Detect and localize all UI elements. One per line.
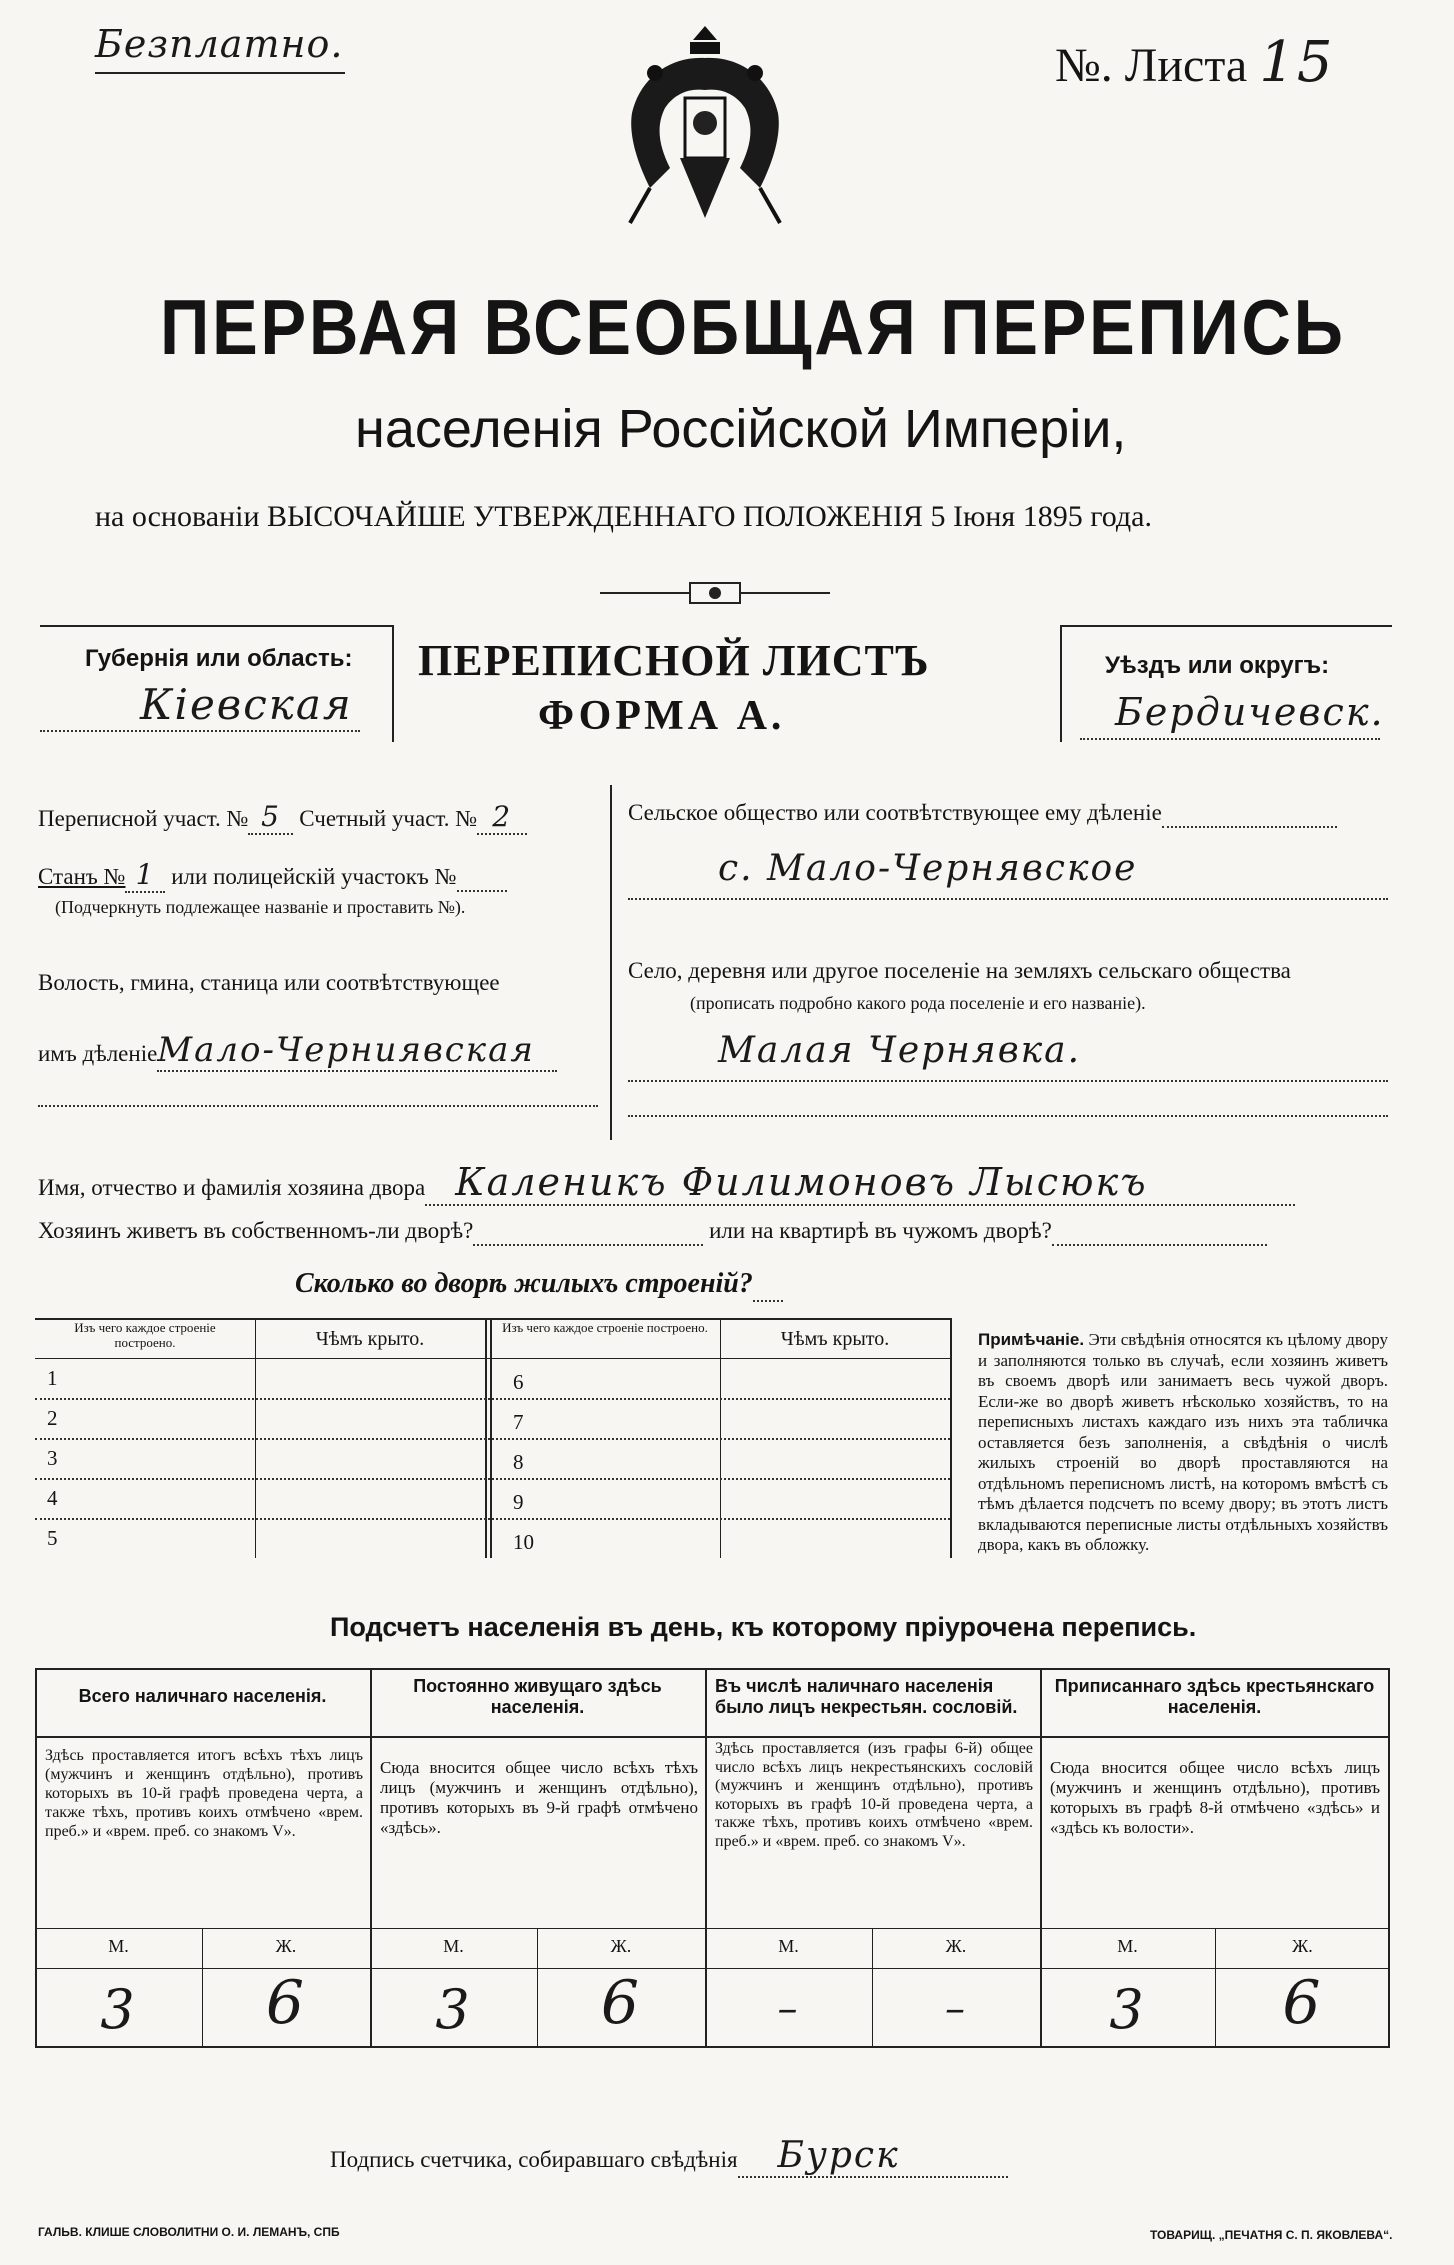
count-col-4-f-label: Ж. — [1292, 1936, 1313, 1956]
count-col-2-f-value: 6 — [600, 1968, 642, 2038]
count-title: Подсчетъ населенія въ день, къ которому пріурочена перепись. — [330, 1612, 1197, 1642]
table-row-7: 7 — [513, 1410, 524, 1434]
own-yard-label: Хозяинъ живетъ въ собственномъ-ли дворѣ? — [38, 1218, 474, 1243]
col-material-right: Изъ чего каждое строеніе построено. — [502, 1320, 708, 1335]
village-note: (прописать подробно какого рода поселеніе и его названіе). — [690, 993, 1146, 1013]
count-col-2-f-label: Ж. — [610, 1936, 632, 1956]
census-section-value: 5 — [248, 800, 293, 835]
count-col-2-desc: Сюда вносится общее число всѣхъ тѣхъ лицъ (мужчинъ и женщинъ отдѣльно), противъ которыхъ въ 9-й графѣ отмѣчено «здѣсь». — [380, 1758, 698, 1837]
count-col-3-f-value: – — [945, 1986, 967, 2032]
buildings-value — [753, 1268, 783, 1302]
count-col-3-m-label: М. — [778, 1936, 799, 1956]
decree-prefix: на основаніи — [95, 500, 260, 533]
table-row-10: 10 — [513, 1530, 534, 1554]
count-col-4-f-value: 6 — [1282, 1968, 1323, 2038]
count-col-1-header: Всего наличнаго населенія. — [78, 1686, 327, 1706]
stan-value: 1 — [125, 858, 165, 893]
sheet-number — [1055, 30, 1334, 95]
owner-value: Каленикъ Филимоновъ Лысюкъ — [425, 1160, 1295, 1206]
signature-row — [330, 2135, 1008, 2178]
col-roof-left: Чѣмъ крыто. — [315, 1328, 425, 1350]
volost-extra-line — [38, 1105, 598, 1107]
count-col-1-f-value: 6 — [265, 1968, 307, 2038]
table-row-9: 9 — [513, 1490, 524, 1514]
sheet-number-label: №. Листа — [1055, 39, 1248, 92]
table-row-8: 8 — [513, 1450, 524, 1474]
table-row-1: 1 — [47, 1366, 58, 1390]
table-row-2: 2 — [47, 1406, 58, 1430]
owner-label: Имя, отчество и фамилія хозяина двора — [38, 1175, 426, 1200]
count-col-1-desc: Здѣсь проставляется итогъ всѣхъ тѣхъ лицъ (мужчинъ и женщинъ отдѣльно), противъ которыхъ въ 10-й графѣ проведена черта, а также тѣхъ, противъ коихъ отмѣчено «врем. преб.» и «врем. преб. со знакомъ V». — [45, 1747, 363, 1840]
other-yard-value — [1052, 1218, 1267, 1246]
vertical-divider — [610, 785, 612, 1140]
population-table — [35, 1668, 1390, 2048]
stan-row — [38, 858, 507, 893]
count-col-4-m-value: 3 — [1109, 1978, 1146, 2041]
count-col-3-m-value: – — [777, 1986, 800, 2032]
district-label: Уѣздъ или округъ: — [1105, 652, 1330, 679]
district-value: Бердичевск. — [1080, 690, 1380, 740]
table-row-6: 6 — [513, 1370, 524, 1394]
subtitle: населенія Россійской Имперіи, — [355, 399, 1127, 459]
count-col-2-m-value: 3 — [435, 1978, 472, 2041]
sheet-number-value: 15 — [1259, 30, 1335, 95]
count-col-4-header: Приписаннаго здѣсь крестьянскаго населенія. — [1054, 1676, 1375, 1717]
stan-label: Станъ № — [38, 864, 126, 889]
count-col-3-desc: Здѣсь проставляется (изъ графы 6-й) общее число всѣхъ лицъ некрестьянскихъ сословій (мужчинъ и женщинъ отдѣльно), противъ которыхъ въ графѣ 10-й проведена черта, а также тѣхъ, противъ коихъ отмѣчено «врем. преб.» и «врем. преб. со знакомъ V». — [715, 1740, 1033, 1850]
volost-label-1: Волость, гмина, станица или соотвѣтствующее — [38, 970, 500, 995]
count-col-3-header: Въ числѣ наличнаго населенія было лицъ некрестьян. сословій. — [715, 1676, 1018, 1717]
owner-row — [38, 1160, 1295, 1206]
count-section-label: Счетный участ. № — [299, 806, 478, 831]
table-row-4: 4 — [47, 1486, 58, 1510]
police-value — [457, 864, 507, 892]
buildings-question: Сколько во дворѣ жилыхъ строеній? — [295, 1268, 753, 1299]
village-value: Малая Чернявка. — [628, 1030, 1388, 1082]
form-title: ПЕРЕПИСНОЙ ЛИСТЪ — [418, 636, 930, 685]
count-col-2-m-label: М. — [443, 1936, 464, 1956]
free-label: Безплатно. — [95, 22, 344, 66]
province-value: Кіевская — [40, 680, 360, 732]
decree-line — [95, 500, 1152, 534]
col-roof-right: Чѣмъ крыто. — [780, 1328, 890, 1350]
police-label: или полицейскій участокъ № — [171, 864, 457, 889]
note-title: Примѣчаніе. — [978, 1330, 1085, 1349]
double-headed-eagle-emblem — [610, 18, 800, 238]
ornament-divider — [600, 580, 830, 606]
count-section-value: 2 — [477, 800, 527, 835]
free-label-underline — [95, 72, 345, 74]
census-section-row — [38, 800, 527, 835]
main-title: ПЕРВАЯ ВСЕОБЩАЯ ПЕРЕПИСЬ — [160, 283, 1346, 371]
village-extra-line — [628, 1115, 1388, 1117]
province-label: Губернія или область: — [85, 645, 353, 672]
decree-main: ВЫСОЧАЙШЕ УТВЕРЖДЕННАГО ПОЛОЖЕНІЯ 5 Іюня 1895 года. — [267, 500, 1153, 533]
table-row-5: 5 — [47, 1526, 58, 1550]
society-label: Сельское общество или соотвѣтствующее ему дѣленіе — [628, 800, 1162, 825]
count-col-1-f-label: Ж. — [275, 1936, 297, 1956]
other-yard-label: или на квартирѣ въ чужомъ дворѣ? — [709, 1218, 1052, 1243]
own-yard-value — [473, 1218, 703, 1246]
table-row-3: 3 — [47, 1446, 58, 1470]
volost-value: Мало-Черниявская — [157, 1030, 557, 1072]
society-dots — [1162, 800, 1337, 828]
col-material-left: Изъ чего каждое строеніе построено. — [74, 1320, 216, 1350]
note-text: Эти свѣдѣнія относятся къ цѣлому двору и заполняются только въ случаѣ, если хозяинъ живетъ въ своемъ дворѣ или занимаетъ весь чужой дворъ. Если-же во дворѣ живетъ нѣсколько хозяйствъ, то на переписныхъ листахъ каждаго изъ нихъ эта табличка оставляется безъ заполненія, а свѣдѣнія о числѣ жилыхъ строеній во дворѣ проставляются на отдѣльномъ переписномъ листѣ, на которомъ вмѣстѣ съ тѣмъ дѣлается подсчетъ по всему двору; въ этотъ листъ вкладываются переписные листы отдѣльныхъ хозяйствъ двора, какъ въ обложку. — [978, 1330, 1388, 1554]
note-block — [978, 1330, 1388, 1556]
stan-note: (Подчеркнуть подлежащее названіе и проставить №). — [55, 897, 466, 917]
buildings-table — [35, 1318, 950, 1558]
printer-left: ГАЛЬВ. КЛИШЕ СЛОВОЛИТНИ О. И. ЛЕМАНЪ, СПБ — [38, 2225, 340, 2239]
signature-value: Бурск — [738, 2135, 1008, 2178]
society-row — [628, 800, 1337, 828]
count-col-1-m-label: М. — [108, 1936, 129, 1956]
count-col-4-desc: Сюда вносится общее число всѣхъ лицъ (мужчинъ и женщинъ отдѣльно), противъ которыхъ въ графѣ 8-й отмѣчено «здѣсь» и «здѣсь къ волости». — [1050, 1758, 1380, 1837]
signature-label: Подпись счетчика, собиравшаго свѣдѣнія — [330, 2147, 738, 2172]
volost-row — [38, 1030, 557, 1072]
yard-row — [38, 1218, 1267, 1246]
count-col-1-m-value: 3 — [100, 1978, 137, 2041]
census-section-label: Переписной участ. № — [38, 806, 249, 831]
volost-label-2: имъ дѣленіе — [38, 1041, 158, 1066]
society-value: с. Мало-Чернявское — [628, 848, 1388, 900]
form-label: ФОРМА А. — [538, 693, 786, 739]
printer-right: ТОВАРИЩ. „ПЕЧАТНЯ С. П. ЯКОВЛЕВА“. — [1150, 2228, 1393, 2242]
count-col-3-f-label: Ж. — [945, 1936, 967, 1956]
count-col-2-header: Постоянно живущаго здѣсь населенія. — [413, 1676, 662, 1717]
village-label: Село, деревня или другое поселеніе на земляхъ сельскаго общества — [628, 958, 1291, 983]
buildings-question-row — [295, 1268, 783, 1302]
count-col-4-m-label: М. — [1117, 1936, 1138, 1956]
